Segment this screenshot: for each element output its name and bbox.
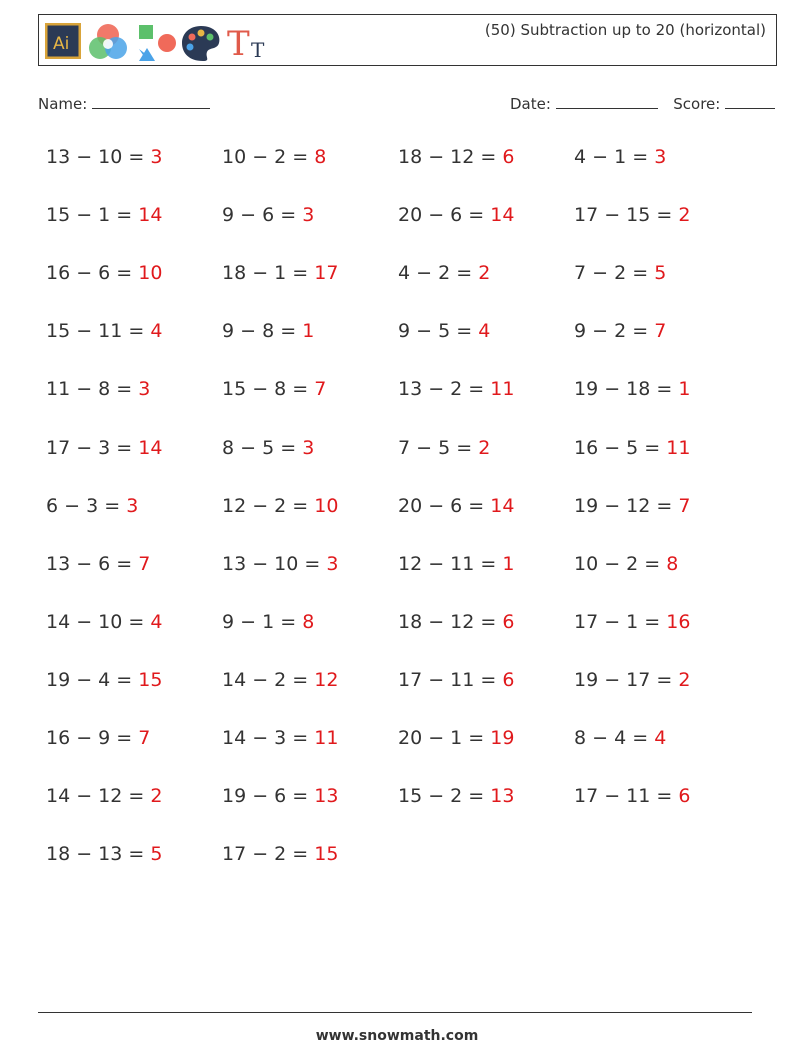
problem-equation: 19 − 17 = — [574, 668, 673, 691]
problem-answer: 3 — [302, 436, 315, 459]
problem-equation: 8 − 5 = — [222, 436, 297, 459]
problem-equation: 4 − 2 = — [398, 262, 473, 285]
problem-answer: 4 — [478, 320, 491, 343]
problem-equation: 6 − 3 = — [46, 494, 121, 517]
problem-item — [222, 843, 338, 865]
problem-answer: 11 — [314, 727, 339, 749]
problem-equation: 15 − 1 = — [46, 204, 133, 227]
problem-equation: 18 − 13 = — [46, 843, 145, 866]
problem-equation: 19 − 6 = — [222, 785, 309, 808]
problem-answer: 17 — [314, 262, 339, 285]
problem-answer: 2 — [478, 436, 491, 459]
problem-item — [222, 553, 338, 575]
problem-equation: 8 − 4 = — [574, 727, 649, 749]
problem-equation: 9 − 6 = — [222, 204, 297, 227]
problem-equation: 14 − 2 = — [222, 668, 309, 691]
problem-answer: 3 — [654, 146, 667, 168]
problem-equation: 16 − 5 = — [574, 436, 661, 459]
problem-equation: 10 − 2 = — [222, 146, 309, 168]
problem-answer: 19 — [490, 727, 515, 749]
problem-equation: 17 − 3 = — [46, 436, 133, 459]
problem-answer: 2 — [678, 204, 691, 227]
svg-text:Ai: Ai — [53, 34, 70, 54]
problem-equation: 13 − 6 = — [46, 552, 133, 575]
problem-equation: 19 − 4 = — [46, 668, 133, 691]
problem-equation: 15 − 8 = — [222, 378, 309, 401]
problem-item — [574, 437, 690, 459]
problem-answer: 2 — [478, 262, 491, 285]
problem-item — [222, 262, 338, 284]
problem-item — [574, 146, 666, 168]
problem-equation: 4 − 1 = — [574, 146, 649, 168]
problem-answer: 15 — [314, 843, 339, 866]
problem-item — [46, 437, 162, 459]
score-label: Score: — [673, 95, 721, 113]
problem-answer: 7 — [138, 727, 151, 749]
problem-item — [398, 437, 490, 459]
problem-equation: 17 − 15 = — [574, 204, 673, 227]
problem-item — [46, 495, 138, 517]
problem-item — [574, 495, 690, 517]
problem-item — [222, 204, 314, 226]
problem-item — [222, 669, 338, 691]
problem-answer: 16 — [666, 610, 691, 633]
problem-answer: 15 — [138, 668, 163, 691]
problem-item — [222, 437, 314, 459]
svg-text:T: T — [251, 38, 265, 61]
problem-equation: 19 − 18 = — [574, 378, 673, 401]
ai-icon — [45, 23, 81, 59]
problem-item — [46, 262, 162, 284]
problem-answer: 11 — [666, 436, 691, 459]
problem-item — [222, 146, 326, 168]
problem-equation: 18 − 12 = — [398, 146, 497, 168]
date-score-fields — [510, 94, 775, 113]
problem-answer: 4 — [150, 320, 163, 343]
problem-item — [574, 320, 666, 342]
problem-item — [46, 727, 150, 749]
score-line[interactable] — [725, 94, 775, 109]
color-circles-icon — [85, 21, 131, 63]
problem-answer: 7 — [654, 320, 667, 343]
problem-answer: 3 — [326, 552, 339, 575]
problem-item — [398, 378, 514, 400]
problem-item — [222, 611, 314, 633]
problem-item — [574, 262, 666, 284]
footer-site: www.snowmath.com — [315, 1028, 479, 1044]
problem-equation: 15 − 2 = — [398, 785, 485, 808]
problem-equation: 13 − 10 = — [222, 552, 321, 575]
problem-answer: 6 — [502, 610, 515, 633]
problem-equation: 15 − 11 = — [46, 320, 145, 343]
shapes-icon — [135, 23, 179, 63]
problem-answer: 4 — [150, 610, 163, 633]
problem-answer: 7 — [678, 494, 691, 517]
problem-item — [398, 727, 514, 749]
problem-item — [398, 262, 490, 284]
problem-item — [46, 320, 162, 342]
problem-item — [46, 378, 150, 400]
problem-equation: 18 − 12 = — [398, 610, 497, 633]
text-size-icon — [225, 25, 271, 61]
problem-answer: 10 — [138, 262, 163, 285]
problem-item — [574, 727, 666, 749]
problem-item — [222, 495, 338, 517]
problem-item — [398, 495, 514, 517]
problem-answer: 1 — [502, 552, 515, 575]
problem-item — [398, 320, 490, 342]
problem-equation: 17 − 11 = — [574, 785, 673, 808]
problem-equation: 17 − 11 = — [398, 668, 497, 691]
problem-equation: 12 − 2 = — [222, 494, 309, 517]
problem-answer: 12 — [314, 668, 339, 691]
problem-item — [398, 669, 514, 691]
problem-answer: 2 — [150, 785, 163, 808]
problem-equation: 16 − 6 = — [46, 262, 133, 285]
problem-answer: 13 — [490, 785, 515, 808]
problem-item — [398, 553, 514, 575]
problem-answer: 11 — [490, 378, 515, 401]
date-label: Date: — [510, 95, 551, 113]
problem-item — [222, 727, 338, 749]
problem-answer: 5 — [654, 262, 667, 285]
problem-equation: 13 − 2 = — [398, 378, 485, 401]
problem-item — [398, 146, 514, 168]
problem-answer: 5 — [150, 843, 163, 866]
problem-item — [46, 785, 162, 807]
problem-answer: 14 — [490, 494, 515, 517]
problem-equation: 9 − 1 = — [222, 610, 297, 633]
problem-equation: 7 − 5 = — [398, 436, 473, 459]
problem-answer: 14 — [138, 436, 163, 459]
problem-equation: 13 − 10 = — [46, 146, 145, 168]
problem-answer: 14 — [490, 204, 515, 227]
name-label: Name: — [38, 95, 88, 113]
palette-icon — [179, 23, 223, 63]
problem-item — [398, 611, 514, 633]
problem-equation: 20 − 1 = — [398, 727, 485, 749]
worksheet-header — [38, 14, 777, 66]
problem-item — [574, 611, 690, 633]
problem-equation: 10 − 2 = — [574, 552, 661, 575]
name-field — [38, 94, 210, 113]
problem-equation: 17 − 2 = — [222, 843, 309, 866]
problem-answer: 14 — [138, 204, 163, 227]
problem-item — [574, 204, 690, 226]
problem-item — [46, 204, 162, 226]
problem-answer: 2 — [678, 668, 691, 691]
problem-item — [222, 378, 326, 400]
date-line[interactable] — [556, 94, 658, 109]
problem-equation: 17 − 1 = — [574, 610, 661, 633]
problem-answer: 6 — [678, 785, 691, 808]
footer-divider — [38, 1012, 752, 1013]
svg-text:T: T — [227, 25, 250, 61]
problem-equation: 7 − 2 = — [574, 262, 649, 285]
problem-item — [398, 785, 514, 807]
problem-item — [46, 611, 162, 633]
problem-equation: 9 − 2 = — [574, 320, 649, 343]
problem-answer: 1 — [678, 378, 691, 401]
problem-answer: 13 — [314, 785, 339, 808]
problem-equation: 16 − 9 = — [46, 727, 133, 749]
problem-item — [574, 785, 690, 807]
problem-item — [222, 320, 314, 342]
problem-equation: 19 − 12 = — [574, 494, 673, 517]
problem-answer: 7 — [314, 378, 327, 401]
problem-item — [222, 785, 338, 807]
problem-item — [574, 553, 678, 575]
problem-item — [46, 843, 162, 865]
problem-answer: 8 — [666, 552, 679, 575]
problem-equation: 9 − 5 = — [398, 320, 473, 343]
problem-answer: 8 — [302, 610, 315, 633]
problem-equation: 12 − 11 = — [398, 552, 497, 575]
problem-equation: 14 − 3 = — [222, 727, 309, 749]
problem-equation: 14 − 12 = — [46, 785, 145, 808]
problem-item — [46, 669, 162, 691]
problem-equation: 9 − 8 = — [222, 320, 297, 343]
problem-equation: 20 − 6 = — [398, 204, 485, 227]
problem-equation: 20 − 6 = — [398, 494, 485, 517]
name-line[interactable] — [92, 94, 210, 109]
problem-answer: 3 — [150, 146, 163, 168]
problem-answer: 3 — [138, 378, 151, 401]
problem-equation: 14 − 10 = — [46, 610, 145, 633]
problem-answer: 6 — [502, 668, 515, 691]
page-title: (50) Subtraction up to 20 (horizontal) — [484, 21, 766, 39]
problem-answer: 6 — [502, 146, 515, 168]
problem-item — [46, 146, 162, 168]
problem-answer: 8 — [314, 146, 327, 168]
problem-answer: 3 — [302, 204, 315, 227]
problem-answer: 1 — [302, 320, 315, 343]
problem-answer: 7 — [138, 552, 151, 575]
problem-item — [574, 669, 690, 691]
problem-item — [46, 553, 150, 575]
problem-equation: 11 − 8 = — [46, 378, 133, 401]
problem-equation: 18 − 1 = — [222, 262, 309, 285]
problem-item — [398, 204, 514, 226]
problem-answer: 4 — [654, 727, 667, 749]
problem-item — [574, 378, 690, 400]
problem-answer: 3 — [126, 494, 139, 517]
problem-answer: 10 — [314, 494, 339, 517]
